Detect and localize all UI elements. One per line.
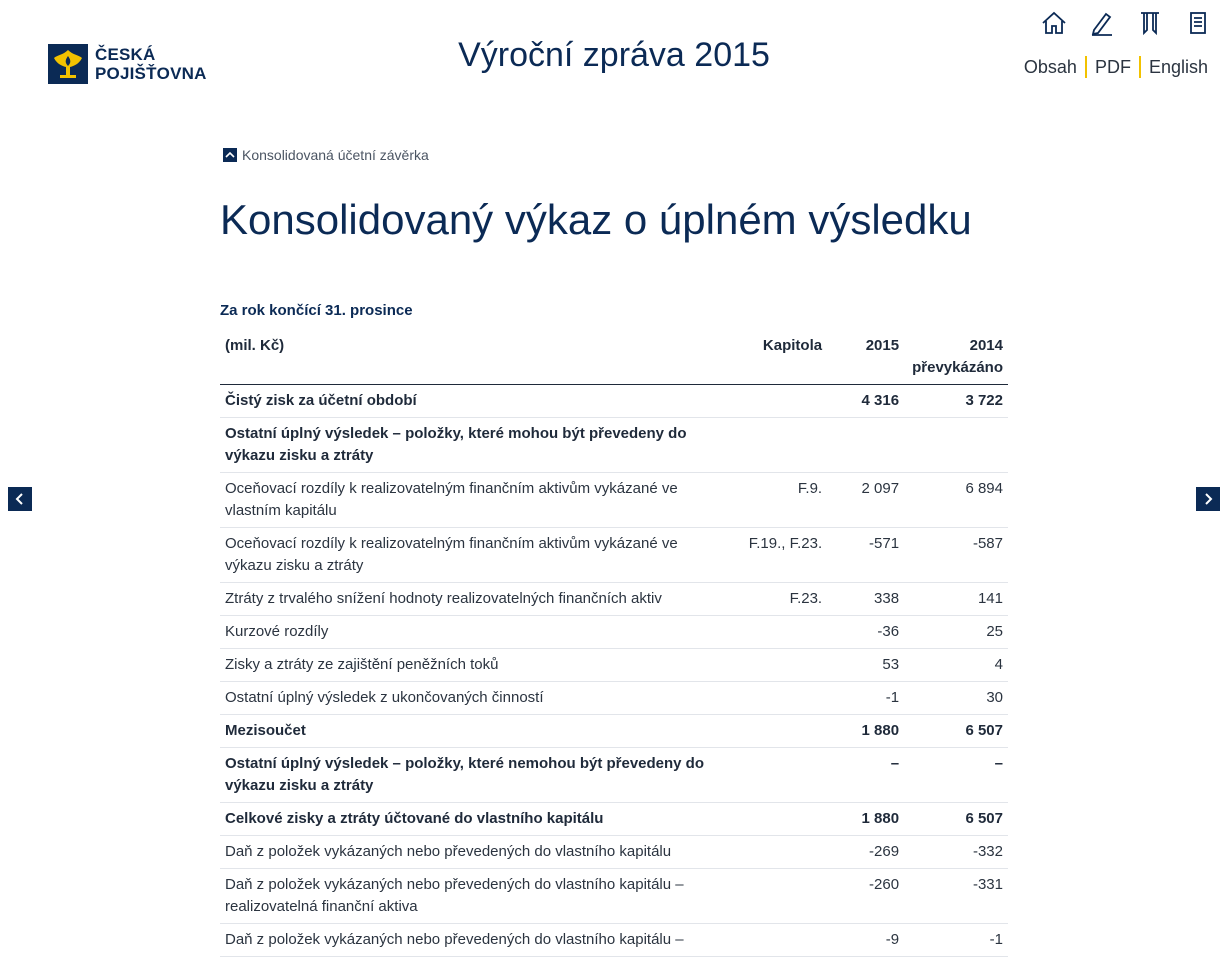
row-kapitola — [718, 803, 827, 836]
link-english[interactable]: English — [1148, 56, 1208, 77]
row-value-2015: 53 — [882, 656, 900, 673]
row-label: Daň z položek vykázaných nebo převedených do vlastního kapitálu – realizovatelná finanční aktiva — [225, 876, 684, 915]
top-links — [1016, 56, 1216, 78]
row-label: Ostatní úplný výsledek z ukončovaných činností — [225, 689, 544, 706]
row-value-2014: 6 507 — [965, 810, 1003, 827]
document-icon[interactable] — [1184, 10, 1212, 36]
breadcrumb-label[interactable]: Konsolidovaná účetní závěrka — [242, 147, 429, 163]
header-2014 — [904, 330, 1008, 385]
row-value-2015: -36 — [877, 623, 900, 640]
row-value-2015: 338 — [874, 590, 900, 607]
row-label: Oceňovací rozdíly k realizovatelným finančním aktivům vykázané ve výkazu zisku a ztráty — [225, 535, 678, 574]
row-kapitola — [718, 836, 827, 869]
row-value-2015: -9 — [885, 931, 900, 948]
row-label: Mezisoučet — [225, 722, 306, 739]
home-icon[interactable] — [1040, 10, 1068, 36]
row-value-2015: – — [890, 755, 900, 772]
table-row — [220, 715, 1008, 748]
row-value-2014 — [904, 418, 1008, 473]
row-value-2014: 6 507 — [965, 722, 1003, 739]
row-value-2014: 25 — [986, 623, 1003, 640]
table-row — [220, 748, 1008, 803]
report-table — [220, 330, 1008, 957]
chevron-left-icon — [14, 492, 26, 506]
row-value-2014: -331 — [972, 876, 1003, 893]
logo-line-2: POJIŠŤOVNA — [95, 64, 207, 83]
row-label: Čistý zisk za účetní období — [225, 392, 417, 409]
row-label: Celkové zisky a ztráty účtované do vlastního kapitálu — [225, 810, 604, 827]
prev-page-button[interactable] — [8, 487, 32, 511]
row-label: Zisky a ztráty ze zajištění peněžních toků — [225, 656, 499, 673]
table-row — [220, 869, 1008, 924]
top-toolbar — [1040, 10, 1212, 36]
bookmark-icon[interactable] — [1136, 10, 1164, 36]
row-kapitola: F.9. — [797, 480, 823, 497]
row-kapitola — [718, 682, 827, 715]
row-value-2015: -571 — [869, 535, 900, 552]
header-label: (mil. Kč) — [225, 337, 285, 354]
page-title: Konsolidovaný výkaz o úplném výsledku — [220, 196, 972, 243]
row-kapitola: F.19., F.23. — [748, 535, 823, 552]
row-value-2014: 6 894 — [965, 480, 1003, 497]
row-value-2014: – — [994, 755, 1003, 772]
row-kapitola — [718, 649, 827, 682]
row-value-2014: -587 — [972, 535, 1003, 552]
row-kapitola — [718, 715, 827, 748]
row-label: Daň z položek vykázaných nebo převedených do vlastního kapitálu — [225, 843, 672, 860]
row-value-2015: -1 — [885, 689, 900, 706]
table-row — [220, 649, 1008, 682]
row-kapitola — [718, 418, 827, 473]
chevron-up-icon — [223, 148, 237, 162]
table-row — [220, 924, 1008, 957]
next-page-button[interactable] — [1196, 487, 1220, 511]
table-row — [220, 528, 1008, 583]
pencil-icon[interactable] — [1088, 10, 1116, 36]
row-value-2014: 30 — [986, 689, 1003, 706]
breadcrumb[interactable] — [223, 147, 429, 163]
row-label: Daň z položek vykázaných nebo převedených do vlastního kapitálu – — [225, 931, 684, 948]
row-kapitola — [718, 385, 827, 418]
row-value-2015 — [827, 418, 904, 473]
table-row — [220, 385, 1008, 418]
table-row — [220, 836, 1008, 869]
row-kapitola — [718, 748, 827, 803]
row-label: Kurzové rozdíly — [225, 623, 329, 640]
row-value-2014: -1 — [989, 931, 1003, 948]
row-value-2015: -260 — [869, 876, 900, 893]
table-row — [220, 473, 1008, 528]
table-header-row — [220, 330, 1008, 385]
row-value-2014: 141 — [977, 590, 1003, 607]
row-kapitola — [718, 616, 827, 649]
row-label: Ostatní úplný výsledek – položky, které nemohou být převedeny do výkazu zisku a ztráty — [225, 755, 705, 794]
row-kapitola — [718, 869, 827, 924]
header-kapitola: Kapitola — [762, 337, 823, 354]
row-label: Ostatní úplný výsledek – položky, které mohou být převedeny do výkazu zisku a ztráty — [225, 425, 687, 464]
table-row — [220, 616, 1008, 649]
header-2014-note: převykázáno — [912, 359, 1003, 376]
row-value-2014: -332 — [972, 843, 1003, 860]
logo-line-1: ČESKÁ — [95, 45, 156, 64]
row-value-2015: 2 097 — [861, 480, 900, 497]
row-label: Oceňovací rozdíly k realizovatelným finančním aktivům vykázané ve vlastním kapitálu — [225, 480, 678, 519]
row-value-2015: 1 880 — [861, 810, 900, 827]
row-kapitola: F.23. — [789, 590, 823, 607]
site-title: Výroční zpráva 2015 — [458, 36, 770, 74]
chevron-right-icon — [1202, 492, 1214, 506]
row-kapitola — [718, 924, 827, 957]
row-value-2015: -269 — [869, 843, 900, 860]
table-row — [220, 583, 1008, 616]
row-value-2014: 4 — [994, 656, 1003, 673]
link-obsah[interactable]: Obsah — [1023, 56, 1077, 77]
row-value-2015: 1 880 — [861, 722, 900, 739]
row-value-2014: 3 722 — [965, 392, 1003, 409]
header-2015: 2015 — [865, 337, 900, 354]
row-value-2015: 4 316 — [861, 392, 900, 409]
link-pdf[interactable]: PDF — [1094, 56, 1131, 77]
header-2014-year: 2014 — [969, 337, 1003, 354]
table-row — [220, 418, 1008, 473]
table-row — [220, 803, 1008, 836]
table-row — [220, 682, 1008, 715]
table-subtitle: Za rok končící 31. prosince — [220, 302, 413, 319]
row-label: Ztráty z trvalého snížení hodnoty realizovatelných finančních aktiv — [225, 590, 662, 607]
